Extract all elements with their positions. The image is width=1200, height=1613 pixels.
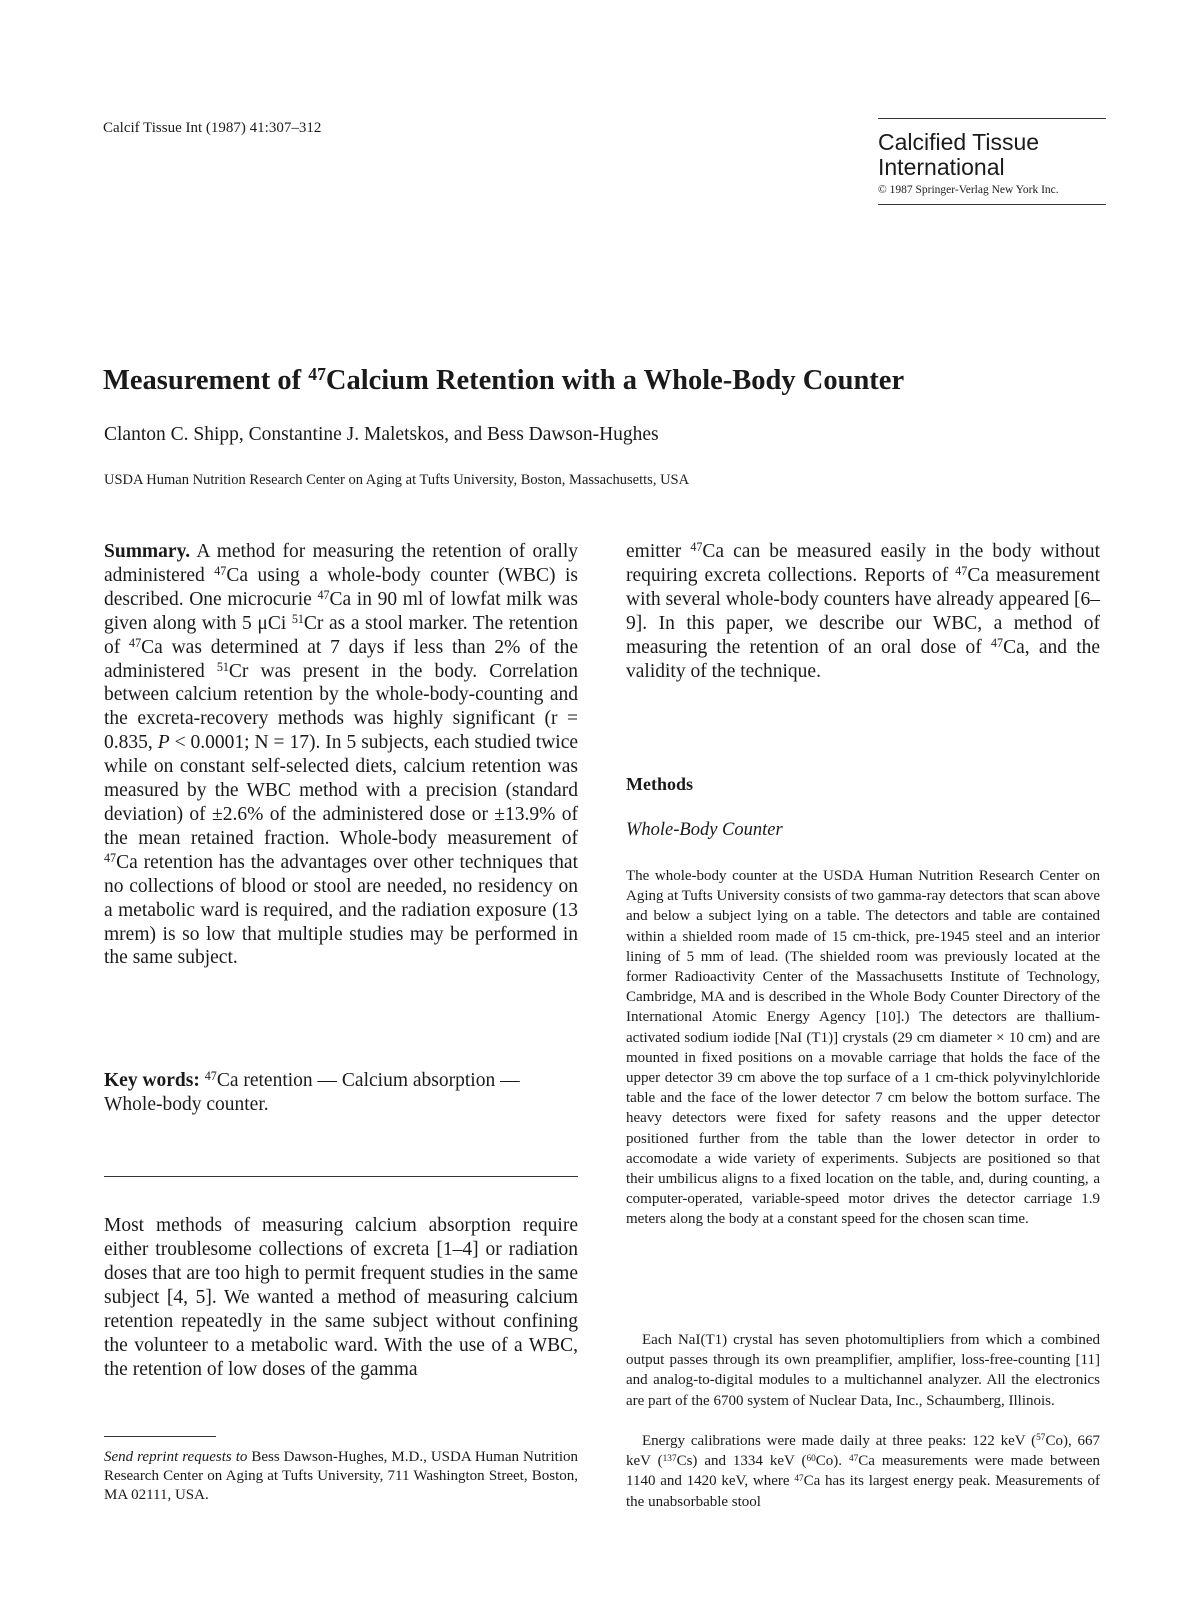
- summary-text: Ca in 90 ml of lowfat milk was given along with 5 μCi: [104, 588, 578, 634]
- summary-text: A method for measuring the retention of orally administered: [104, 541, 578, 586]
- methods-text: Cs) and 1334 keV (: [676, 1453, 807, 1470]
- footnote-text: Bess Dawson-Hughes, M.D., USDA Human Nutrition Research Center on Aging at Tufts University, 711 Washington Street, Boston, MA 02111, USA.: [104, 1449, 578, 1503]
- summary-text: Ca using a whole-body counter (WBC) is described. One microcurie: [104, 564, 578, 610]
- isotope-sup: 47: [794, 1473, 804, 1484]
- intro-text: Ca can be measured easily in the body without requiring excreta collections. Reports of: [626, 541, 1100, 586]
- summary-text: < 0.0001; N = 17). In 5 subjects, each studied twice while on constant self-selected diets, calcium retention was measured by the WBC method with a precision (standard deviation) of ±2.6% of the administered dose or ±13.9% of the mean retained fraction. Whole-body measurement of: [104, 732, 579, 849]
- methods-text: Co).: [815, 1453, 849, 1470]
- isotope-sup: 60: [806, 1453, 816, 1464]
- methods-paragraph-2: Each NaI(T1) crystal has seven photomultipliers from which a combined output passes through its own preamplifier, amplifier, loss-free-counting [11] and analog-to-digital modules to a multichannel analyzer. All the electronics are part of the 6700 system of Nuclear Data, Inc., Schaumberg, Illinois.: [626, 1332, 1100, 1409]
- isotope-sup: 47: [317, 587, 330, 602]
- isotope-sup: 57: [1036, 1433, 1046, 1444]
- methods-paragraph-1: The whole-body counter at the USDA Human Nutrition Research Center on Aging at Tufts University consists of two gamma-ray detectors that scan above and below a subject lying on a table. The detectors and table are contained within a shielded room made of 15 cm-thick, pre-1945 steel and an interior lining of 5 mm of lead. (The shielded room was previously located at the former Radioactivity Center of the Massachusetts Institute of Technology, Cambridge, MA and is described in the Whole Body Counter Directory of the International Atomic Energy Agency [10].) The detectors are thallium-activated sodium iodide [NaI (T1)] crystals (29 cm diameter × 10 cm) and are mounted in fixed positions on a movable carriage that holds the face of the upper detector 39 cm above the top surface of a 1 cm-thick polyvinylchloride table and the face of the lower detector 7 cm below the bottom surface. The heavy detectors were fixed for safety reasons and the upper detector positioned further from the table than the lower detector in order to accomodate a wide variety of experiments. Subjects are positioned so that their umbilicus aligns to a fixed location on the table, and, during counting, a computer-operated, variable-speed motor drives the detector carriage 1.9 meters along the body at a constant speed for the chosen scan time.: [626, 868, 1100, 1228]
- isotope-sup: 51: [291, 611, 304, 626]
- isotope-sup: 47: [955, 563, 968, 578]
- keywords-label: Key words:: [104, 1070, 200, 1091]
- intro-text: emitter: [626, 541, 691, 562]
- p-value-symbol: P: [157, 732, 170, 754]
- isotope-sup: 137: [662, 1453, 677, 1464]
- isotope-sup: 51: [216, 659, 229, 674]
- isotope-sup: 47: [848, 1453, 859, 1464]
- footnote-label: Send reprint requests to: [104, 1449, 248, 1465]
- journal-citation: Calcif Tissue Int (1987) 41:307–312: [103, 120, 322, 136]
- methods-paragraph-3: [626, 1431, 1100, 1512]
- summary-text: Ca retention has the advantages over other techniques that no collections of blood or stool are needed, no residency on a metabolic ward is required, and the radiation exposure (13 mrem) is so low that multiple studies may be performed in the same subject.: [104, 851, 578, 969]
- methods-heading: Methods: [626, 774, 693, 794]
- affiliation: USDA Human Nutrition Research Center on Aging at Tufts University, Boston, Massachusetts, USA: [104, 472, 690, 488]
- isotope-sup: 47: [214, 563, 227, 578]
- methods-text: Energy calibrations were made daily at three peaks: 122 keV (: [642, 1433, 1037, 1449]
- introduction-continued: [626, 540, 1100, 683]
- journal-name: Calcified Tissue International: [878, 129, 1040, 180]
- title-prefix: Measurement of: [103, 365, 309, 396]
- whole-body-counter-subheading: Whole-Body Counter: [626, 820, 783, 840]
- isotope-sup: 47: [129, 635, 142, 650]
- methods-text: Ca has its largest energy peak. Measurements of the unabsorbable stool: [626, 1473, 1100, 1510]
- copyright-notice: © 1987 Springer-Verlag New York Inc.: [878, 184, 1059, 196]
- summary-label: Summary.: [104, 541, 191, 562]
- isotope-sup: 47: [204, 1068, 217, 1083]
- section-divider: [104, 1176, 578, 1177]
- summary-text: Cr as a stool marker. The retention of: [104, 612, 578, 658]
- title-rest: Calcium Retention with a Whole-Body Counter: [325, 365, 905, 396]
- article-title: [103, 365, 904, 397]
- reprint-footnote: [104, 1448, 578, 1504]
- journal-logo-block: [878, 118, 1106, 205]
- summary-text: Ca was determined at 7 days if less than 2% of the administered: [104, 636, 578, 682]
- intro-text: Ca, and the validity of the technique.: [626, 636, 1101, 682]
- methods-text: Ca measurements were made between 1140 and 1420 keV, where: [626, 1453, 1100, 1490]
- author-list: Clanton C. Shipp, Constantine J. Maletskos, and Bess Dawson-Hughes: [104, 424, 659, 445]
- isotope-sup: 47: [991, 635, 1004, 650]
- introduction-paragraph: Most methods of measuring calcium absorption require either troublesome collections of excreta [1–4] or radiation doses that are too high to permit frequent studies in the same subject [4, 5]. We wanted a method of measuring calcium retention repeatedly in the same subject without confining the volunteer to a metabolic ward. With the use of a WBC, the retention of low doses of the gamma: [104, 1215, 578, 1380]
- methods-text: Co), 667 keV (: [626, 1433, 1101, 1470]
- footnote-divider: [104, 1436, 216, 1437]
- keywords-text: Ca retention — Calcium absorption — Whole-body counter.: [104, 1070, 520, 1115]
- isotope-sup: 47: [690, 539, 703, 554]
- keywords: [104, 1069, 578, 1117]
- summary-paragraph: [104, 540, 578, 970]
- summary-text: Cr was present in the body. Correlation between calcium retention by the whole-body-counting and the excreta-recovery methods was highly significant (r = 0.835,: [104, 660, 578, 754]
- intro-text: Ca measurement with several whole-body counters have already appeared [6–9]. In this paper, we describe our WBC, a method of measuring the retention of an oral dose of: [626, 564, 1100, 658]
- isotope-sup: 47: [104, 850, 117, 865]
- title-superscript: 47: [308, 364, 326, 385]
